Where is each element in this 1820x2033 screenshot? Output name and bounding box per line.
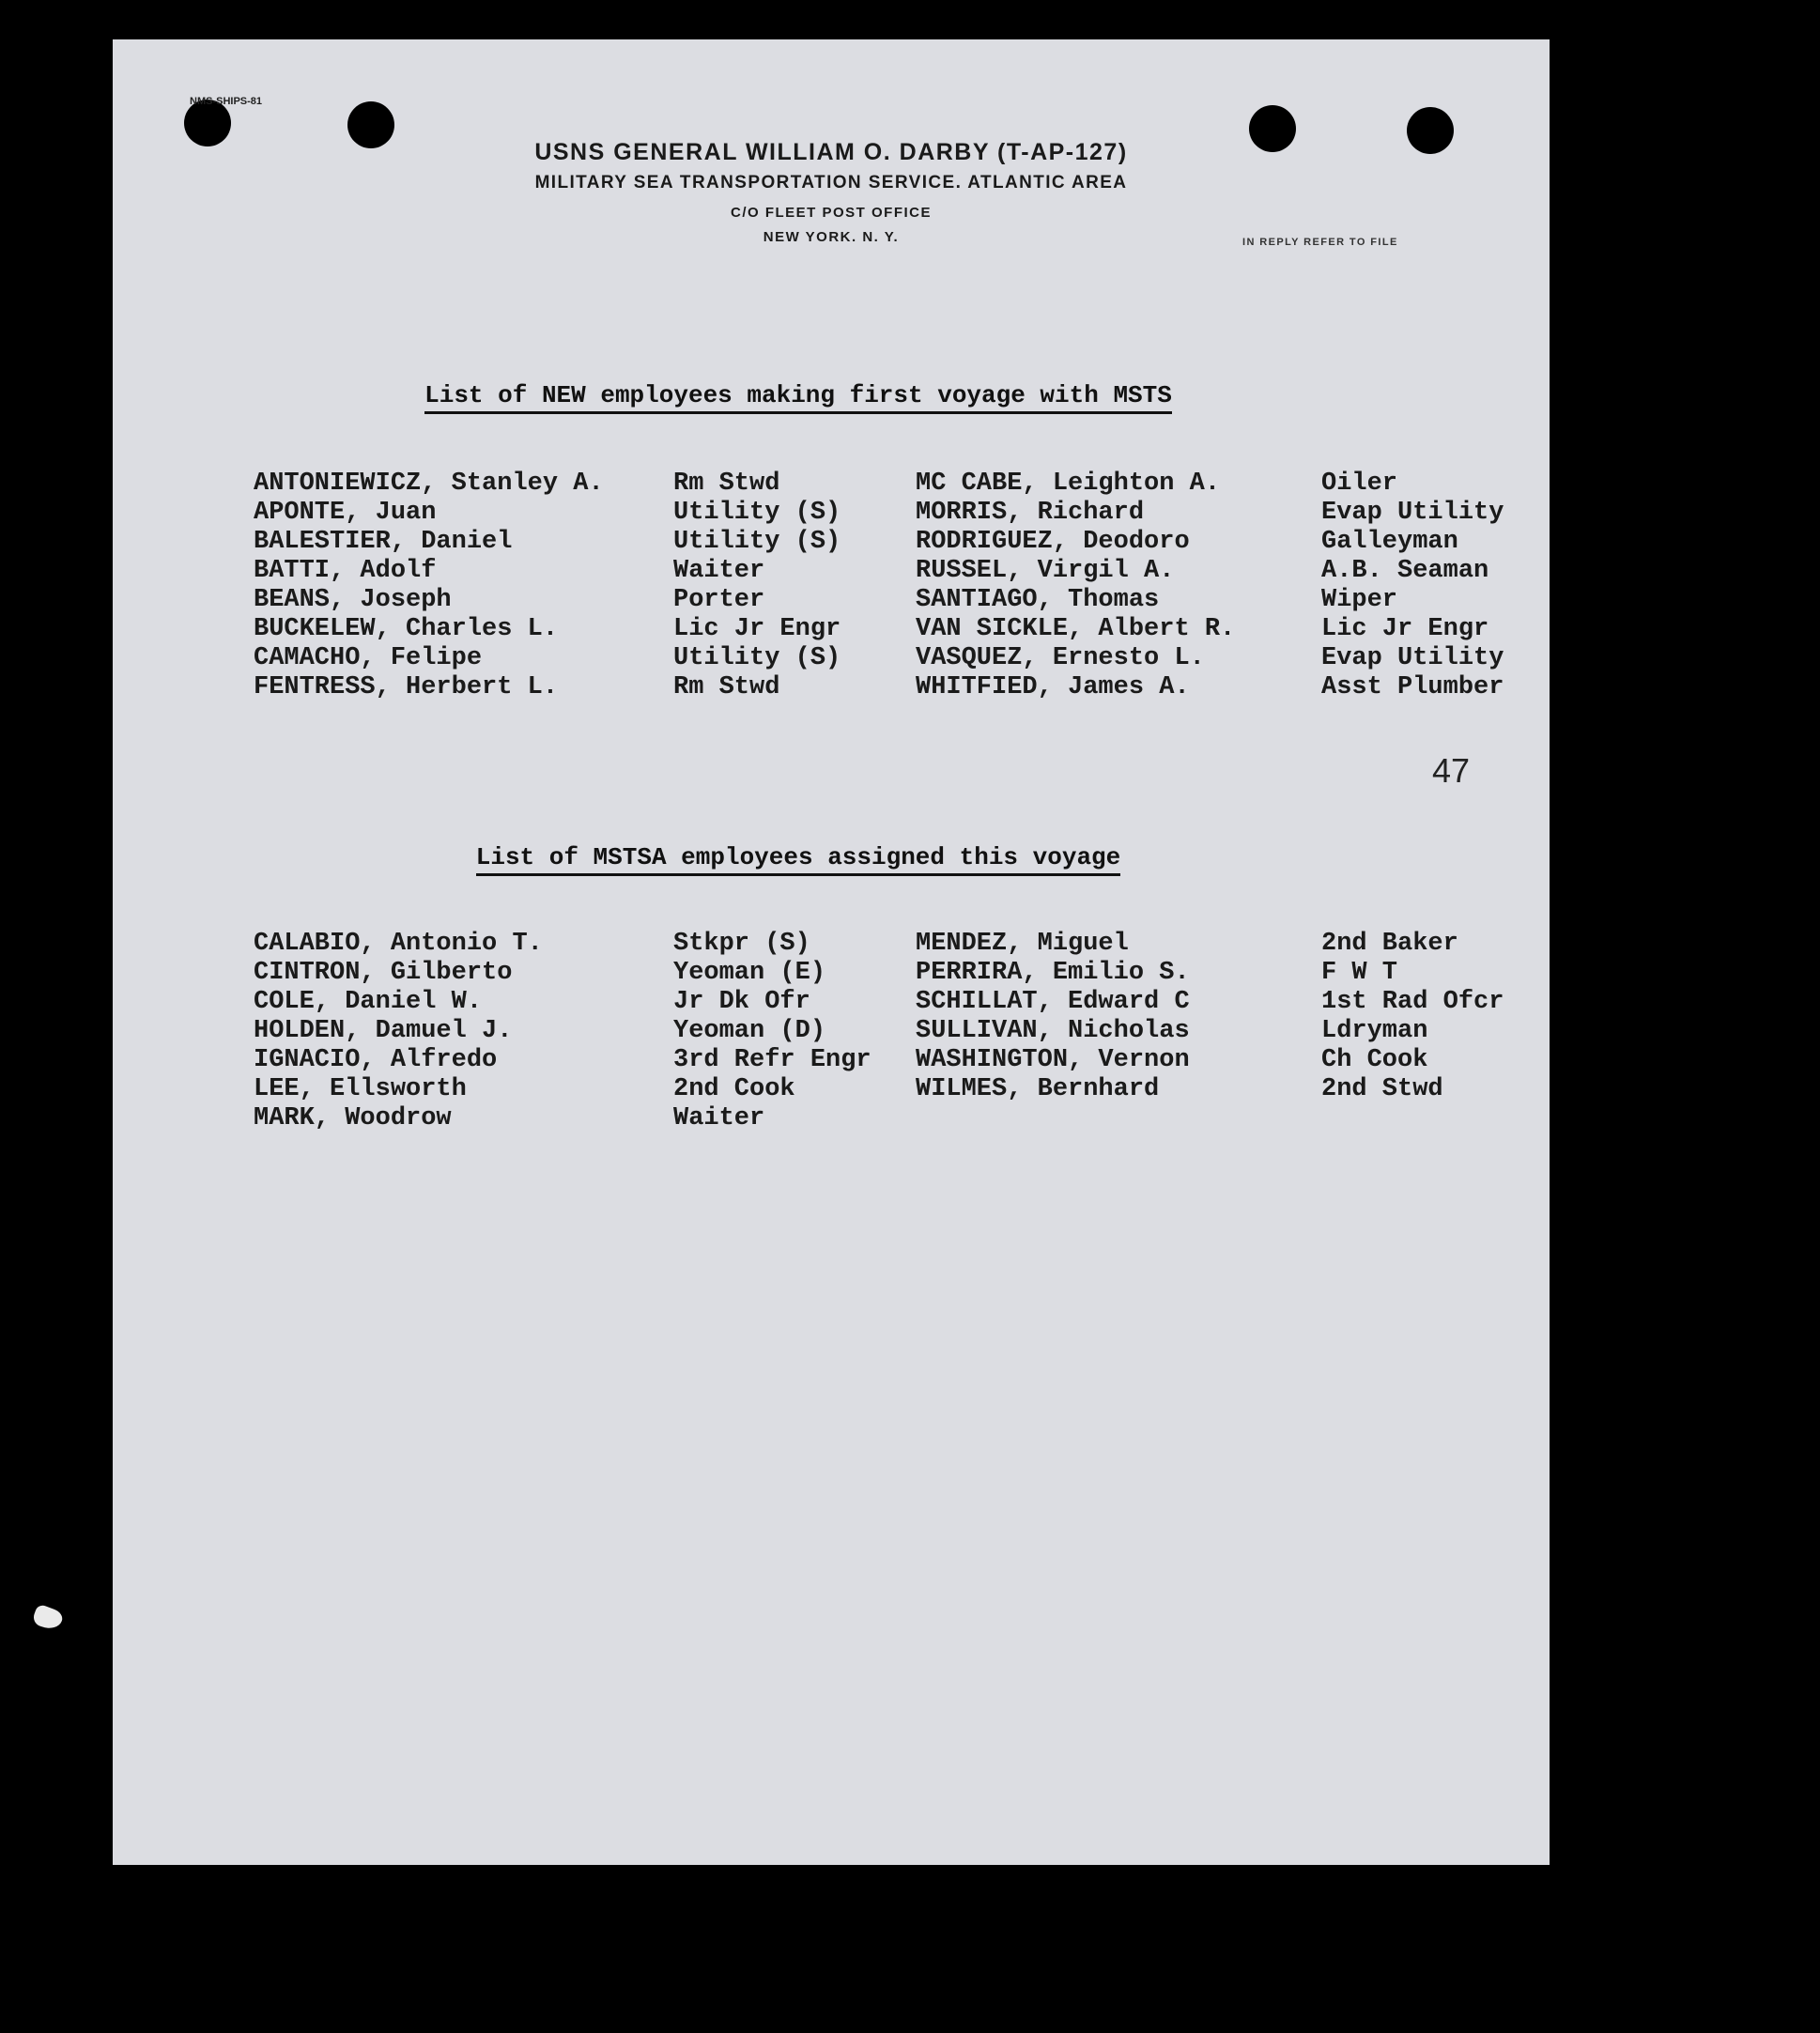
employee-name: BUCKELEW, Charles L. [254, 615, 559, 643]
employee-rating: 1st Rad Ofcr [1321, 988, 1504, 1016]
employee-name: VASQUEZ, Ernesto L. [916, 644, 1205, 672]
employee-name: HOLDEN, Damuel J. [254, 1017, 513, 1045]
employee-rating: Porter [673, 586, 765, 614]
new-employees-roster [254, 470, 1512, 702]
reply-note: IN REPLY REFER TO FILE [1242, 237, 1398, 248]
new-employees-title: List of NEW employees making first voyage with MSTS [47, 381, 1550, 409]
employee-rating: Ch Cook [1321, 1046, 1428, 1074]
employee-rating: Rm Stwd [673, 470, 780, 498]
employee-rating: 2nd Stwd [1321, 1075, 1443, 1103]
employee-name: VAN SICKLE, Albert R. [916, 615, 1236, 643]
form-number: NMS-SHIPS-81 [190, 96, 263, 107]
mstsa-employees-title: List of MSTSA employees assigned this voyage [47, 843, 1550, 871]
employee-name: WHITFIED, James A. [916, 673, 1190, 701]
employee-name: RUSSEL, Virgil A. [916, 557, 1175, 585]
mstsa-employees-roster [254, 930, 1512, 1133]
employee-name: APONTE, Juan [254, 499, 437, 527]
scan-artifact [31, 1604, 65, 1633]
employee-rating: Rm Stwd [673, 673, 780, 701]
employee-name: CINTRON, Gilberto [254, 959, 513, 987]
employee-name: COLE, Daniel W. [254, 988, 483, 1016]
employee-name: MC CABE, Leighton A. [916, 470, 1221, 498]
employee-name: RODRIGUEZ, Deodoro [916, 528, 1190, 556]
employee-name [916, 1104, 1321, 1133]
employee-rating: Lic Jr Engr [673, 615, 841, 643]
letterhead-ship: USNS GENERAL WILLIAM O. DARBY (T-AP-127) [534, 139, 1128, 165]
employee-rating: Jr Dk Ofr [673, 988, 810, 1016]
employee-rating: Utility (S) [673, 644, 841, 672]
employee-name: IGNACIO, Alfredo [254, 1046, 498, 1074]
page-number: 47 [1432, 751, 1471, 790]
employee-rating: 2nd Baker [1321, 930, 1458, 958]
employee-rating [1321, 1104, 1519, 1133]
employee-rating: Oiler [1321, 470, 1398, 498]
employee-name: BATTI, Adolf [254, 557, 437, 585]
employee-rating: Waiter [673, 557, 765, 585]
employee-name: MARK, Woodrow [254, 1104, 452, 1132]
employee-name: ANTONIEWICZ, Stanley A. [254, 470, 604, 498]
employee-rating: Evap Utility [1321, 644, 1504, 672]
employee-rating: Wiper [1321, 586, 1398, 614]
employee-rating: Lic Jr Engr [1321, 615, 1489, 643]
employee-rating: 2nd Cook [673, 1075, 795, 1103]
employee-rating: Yeoman (D) [673, 1017, 826, 1045]
employee-name: MENDEZ, Miguel [916, 930, 1129, 958]
employee-rating: Galleyman [1321, 528, 1458, 556]
employee-rating: 3rd Refr Engr [673, 1046, 871, 1074]
employee-rating: Evap Utility [1321, 499, 1504, 527]
employee-rating: Waiter [673, 1104, 765, 1132]
employee-rating: Asst Plumber [1321, 673, 1504, 701]
employee-name: FENTRESS, Herbert L. [254, 673, 559, 701]
employee-name: CAMACHO, Felipe [254, 644, 483, 672]
document-page [113, 39, 1550, 1865]
employee-rating: Yeoman (E) [673, 959, 826, 987]
letterhead-city: NEW YORK. N. Y. [763, 229, 900, 245]
employee-name: SANTIAGO, Thomas [916, 586, 1160, 614]
employee-rating: Utility (S) [673, 528, 841, 556]
employee-name: SCHILLAT, Edward C [916, 988, 1190, 1016]
letterhead-care-of: C/O FLEET POST OFFICE [730, 205, 932, 221]
employee-name: BEANS, Joseph [254, 586, 452, 614]
employee-name: WASHINGTON, Vernon [916, 1046, 1190, 1074]
employee-rating: F W T [1321, 959, 1398, 987]
employee-name: LEE, Ellsworth [254, 1075, 467, 1103]
employee-name: BALESTIER, Daniel [254, 528, 513, 556]
employee-rating: A.B. Seaman [1321, 557, 1489, 585]
letterhead-service: MILITARY SEA TRANSPORTATION SERVICE. ATLANTIC AREA [534, 173, 1128, 193]
employee-name: CALABIO, Antonio T. [254, 930, 543, 958]
employee-name: SULLIVAN, Nicholas [916, 1017, 1190, 1045]
employee-name: MORRIS, Richard [916, 499, 1145, 527]
employee-name: PERRIRA, Emilio S. [916, 959, 1190, 987]
employee-rating: Stkpr (S) [673, 930, 810, 958]
employee-rating: Utility (S) [673, 499, 841, 527]
employee-rating: Ldryman [1321, 1017, 1428, 1045]
employee-name: WILMES, Bernhard [916, 1075, 1160, 1103]
